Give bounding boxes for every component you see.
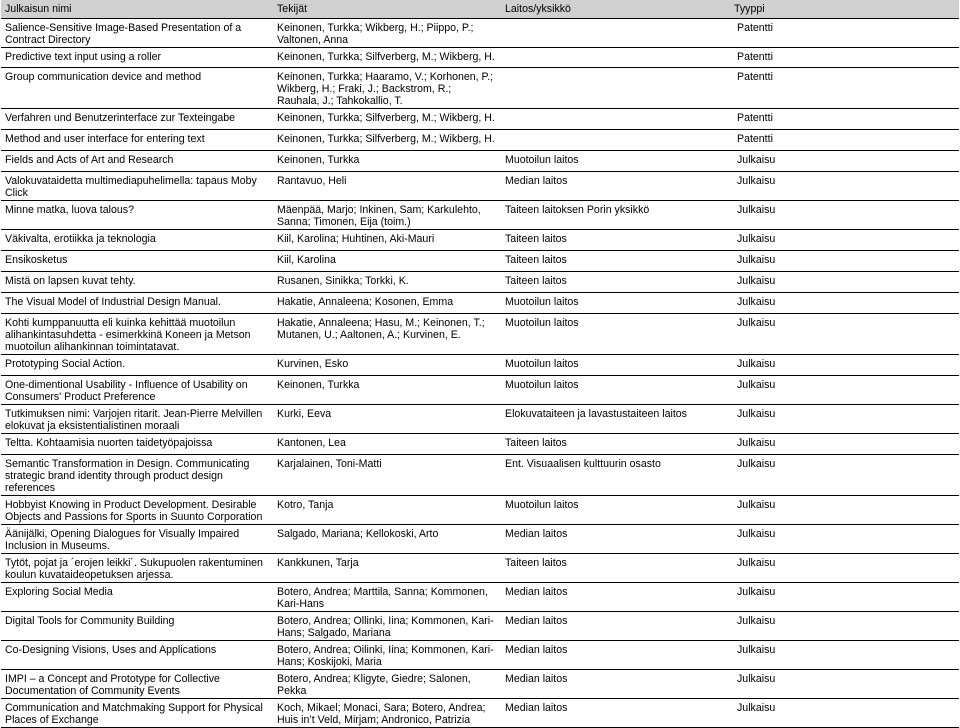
cell-authors: Keinonen, Turkka [273,376,501,405]
cell-type: Julkaisu [730,172,959,201]
cell-unit [501,19,730,48]
cell-unit: Muotoilun laitos [501,151,730,172]
cell-title: Teltta. Kohtaamisia nuorten taidetyöpajoissa [1,434,273,455]
table-row [1,405,959,434]
cell-title: Äänijälki, Opening Dialogues for Visually Impaired Inclusion in Museums. [1,525,273,554]
cell-title: Verfahren und Benutzerinterface zur Texteingabe [1,109,273,130]
cell-type: Julkaisu [730,151,959,172]
table-row [1,19,959,48]
cell-type: Julkaisu [730,583,959,612]
cell-type: Patentti [730,48,959,68]
cell-type: Patentti [730,19,959,48]
cell-type: Julkaisu [730,293,959,314]
publications-table [1,0,959,728]
cell-unit: Median laitos [501,641,730,670]
cell-unit: Elokuvataiteen ja lavastustaiteen laitos [501,405,730,434]
table-header [1,0,959,19]
cell-authors: Karjalainen, Toni-Matti [273,455,501,496]
table-row [1,68,959,109]
cell-type: Julkaisu [730,670,959,699]
cell-unit: Muotoilun laitos [501,355,730,376]
table-row [1,201,959,230]
cell-authors: Kotro, Tanja [273,496,501,525]
cell-type: Julkaisu [730,554,959,583]
cell-title: Kohti kumppanuutta eli kuinka kehittää muotoilun alihankintasuhdetta - esimerkkinä Koneen ja Metson muotoilun alihankinnan toimintatavat. [1,314,273,355]
cell-type: Julkaisu [730,455,959,496]
cell-unit: Median laitos [501,525,730,554]
cell-unit: Muotoilun laitos [501,376,730,405]
cell-authors: Botero, Andrea; Ollinki, Iina; Kommonen, Kari-Hans; Salgado, Mariana [273,612,501,641]
cell-title: Minne matka, luova talous? [1,201,273,230]
cell-title: Digital Tools for Community Building [1,612,273,641]
cell-authors: Salgado, Mariana; Kellokoski, Arto [273,525,501,554]
cell-authors: Botero, Andrea; Kligyte, Giedre; Salonen, Pekka [273,670,501,699]
cell-title: Prototyping Social Action. [1,355,273,376]
cell-type: Julkaisu [730,272,959,293]
cell-type: Julkaisu [730,376,959,405]
cell-authors: Kankkunen, Tarja [273,554,501,583]
cell-title: Ensikosketus [1,251,273,272]
table-row [1,434,959,455]
table-row [1,251,959,272]
cell-type: Julkaisu [730,355,959,376]
cell-authors: Kantonen, Lea [273,434,501,455]
cell-type: Julkaisu [730,699,959,728]
cell-authors: Kiil, Karolina [273,251,501,272]
cell-title: Group communication device and method [1,68,273,109]
cell-unit: Median laitos [501,699,730,728]
cell-unit: Median laitos [501,612,730,641]
cell-unit [501,109,730,130]
cell-type: Julkaisu [730,230,959,251]
cell-title: Fields and Acts of Art and Research [1,151,273,172]
cell-type: Julkaisu [730,251,959,272]
cell-type: Patentti [730,109,959,130]
cell-type: Julkaisu [730,201,959,230]
column-header-authors: Tekijät [273,0,501,19]
cell-unit: Taiteen laitos [501,230,730,251]
cell-unit: Median laitos [501,583,730,612]
table-row [1,109,959,130]
cell-unit: Taiteen laitoksen Porin yksikkö [501,201,730,230]
cell-unit: Muotoilun laitos [501,314,730,355]
cell-title: Salience-Sensitive Image-Based Presentation of a Contract Directory [1,19,273,48]
cell-authors: Keinonen, Turkka [273,151,501,172]
cell-unit: Muotoilun laitos [501,496,730,525]
cell-authors: Hakatie, Annaleena; Kosonen, Emma [273,293,501,314]
cell-title: Communication and Matchmaking Support for Physical Places of Exchange [1,699,273,728]
table-row [1,293,959,314]
cell-title: The Visual Model of Industrial Design Manual. [1,293,273,314]
cell-title: Co-Designing Visions, Uses and Applications [1,641,273,670]
cell-authors: Kurki, Eeva [273,405,501,434]
cell-unit [501,130,730,151]
cell-type: Julkaisu [730,525,959,554]
cell-unit: Taiteen laitos [501,554,730,583]
cell-authors: Botero, Andrea; Marttila, Sanna; Kommonen, Kari-Hans [273,583,501,612]
cell-unit [501,48,730,68]
cell-unit: Taiteen laitos [501,272,730,293]
cell-title: Tutkimuksen nimi: Varjojen ritarit. Jean-Pierre Melvillen elokuvat ja eksistentialistinen moraali [1,405,273,434]
cell-unit: Median laitos [501,670,730,699]
cell-authors: Keinonen, Turkka; Silfverberg, M.; Wikberg, H. [273,48,501,68]
cell-type: Julkaisu [730,434,959,455]
cell-unit: Muotoilun laitos [501,293,730,314]
cell-title: Semantic Transformation in Design. Communicating strategic brand identity through product design references [1,455,273,496]
cell-title: Method and user interface for entering text [1,130,273,151]
cell-authors: Keinonen, Turkka; Wikberg, H.; Piippo, P.; Valtonen, Anna [273,19,501,48]
cell-authors: Koch, Mikael; Monaci, Sara; Botero, Andrea; Huis in’t Veld, Mirjam; Andronico, Patrizia [273,699,501,728]
table-body [1,19,959,728]
column-header-title: Julkaisun nimi [1,0,273,19]
table-row [1,583,959,612]
table-row [1,230,959,251]
table-row [1,172,959,201]
table-row [1,314,959,355]
cell-authors: Botero, Andrea; Oilinki, Iina; Kommonen, Kari-Hans; Koskijoki, Maria [273,641,501,670]
cell-type: Julkaisu [730,496,959,525]
cell-title: Väkivalta, erotiikka ja teknologia [1,230,273,251]
cell-unit: Ent. Visuaalisen kulttuurin osasto [501,455,730,496]
table-row [1,496,959,525]
cell-authors: Rusanen, Sinikka; Torkki, K. [273,272,501,293]
cell-title: Tytöt, pojat ja ´erojen leikki´. Sukupuolen rakentuminen koulun kuvataideopetuksen arjessa. [1,554,273,583]
column-header-type: Tyyppi [730,0,959,19]
cell-authors: Kurvinen, Esko [273,355,501,376]
table-row [1,612,959,641]
cell-type: Julkaisu [730,612,959,641]
table-row [1,376,959,405]
table-row [1,525,959,554]
cell-authors: Rantavuo, Heli [273,172,501,201]
cell-title: IMPI – a Concept and Prototype for Collective Documentation of Community Events [1,670,273,699]
cell-type: Patentti [730,68,959,109]
cell-authors: Kiil, Karolina; Huhtinen, Aki-Mauri [273,230,501,251]
table-row [1,272,959,293]
column-header-unit: Laitos/yksikkö [501,0,730,19]
cell-title: Valokuvataidetta multimediapuhelimella: tapaus Moby Click [1,172,273,201]
table-row [1,699,959,728]
cell-type: Julkaisu [730,405,959,434]
cell-authors: Mäenpää, Marjo; Inkinen, Sam; Karkulehto, Sanna; Timonen, Eija (toim.) [273,201,501,230]
table-row [1,455,959,496]
table-row [1,554,959,583]
cell-authors: Hakatie, Annaleena; Hasu, M.; Keinonen, T.; Mutanen, U.; Aaltonen, A.; Kurvinen, E. [273,314,501,355]
cell-authors: Keinonen, Turkka; Silfverberg, M.; Wikberg, H. [273,109,501,130]
table-row [1,670,959,699]
cell-title: Mistä on lapsen kuvat tehty. [1,272,273,293]
cell-authors: Keinonen, Turkka; Haaramo, V.; Korhonen, P.; Wikberg, H.; Fraki, J.; Backstrom, R.; Rauhala, J.; Tahkokallio, T. [273,68,501,109]
cell-type: Julkaisu [730,641,959,670]
cell-authors: Keinonen, Turkka; Silfverberg, M.; Wikberg, H. [273,130,501,151]
table-row [1,48,959,68]
table-row [1,130,959,151]
cell-unit: Median laitos [501,172,730,201]
header-row [1,0,959,19]
cell-title: One-dimentional Usability - Influence of Usability on Consumers' Product Preference [1,376,273,405]
cell-unit [501,68,730,109]
table-row [1,641,959,670]
cell-title: Predictive text input using a roller [1,48,273,68]
table-row [1,355,959,376]
cell-type: Patentti [730,130,959,151]
cell-unit: Taiteen laitos [501,434,730,455]
table-row [1,151,959,172]
cell-title: Hobbyist Knowing in Product Development. Desirable Objects and Passions for Sports in Suunto Corporation [1,496,273,525]
cell-title: Exploring Social Media [1,583,273,612]
cell-unit: Taiteen laitos [501,251,730,272]
cell-type: Julkaisu [730,314,959,355]
